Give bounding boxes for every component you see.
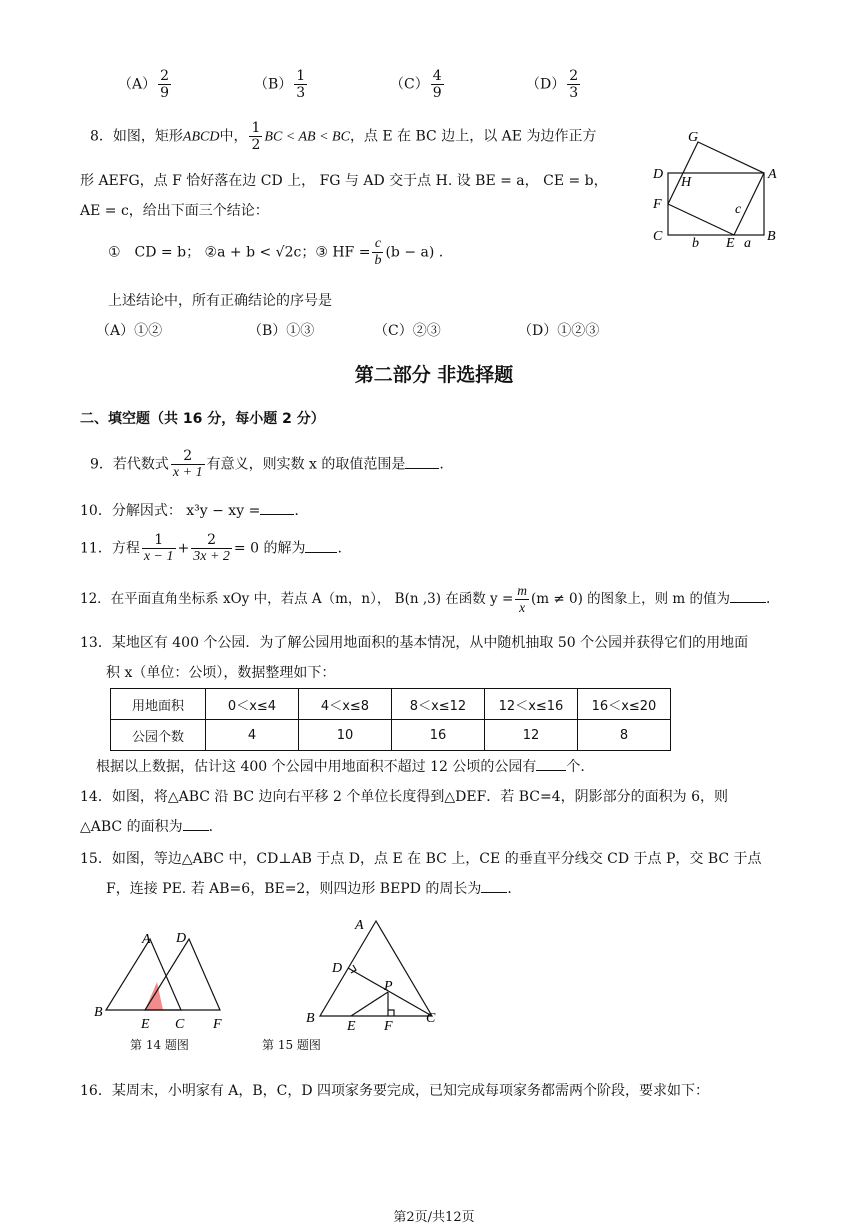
label-g: G <box>688 130 699 145</box>
q8-mid: 中， <box>219 128 248 145</box>
frac-den: 9 <box>432 85 442 101</box>
table-cell: 0＜x≤4 <box>206 689 299 720</box>
frac-den: x <box>519 600 526 615</box>
q15-line2-post: ． <box>507 881 522 897</box>
q13-data-table <box>110 688 671 751</box>
q13-line3 <box>96 756 585 776</box>
answer-blank <box>536 756 566 771</box>
q13-line1: 13．某地区有 400 个公园．为了解公园用地面积的基本情况，从中随机抽取 50 个公园并获得它们的用地面 <box>80 635 749 651</box>
option-label: （C） <box>390 76 429 93</box>
q8-option-b: （B）①③ <box>248 323 315 339</box>
q9-end: . <box>439 456 444 473</box>
table-cell: 12 <box>485 720 578 751</box>
q8-line3: AE = c，给出下面三个结论： <box>80 203 269 219</box>
label-e: E <box>726 236 735 250</box>
table-cell: 公园个数 <box>111 720 206 751</box>
q10 <box>80 500 299 520</box>
label-h: H <box>681 175 692 190</box>
frac-num: c <box>372 236 383 253</box>
label-b: B <box>767 229 776 244</box>
answer-blank <box>183 816 209 831</box>
frac-den: 3x + 2 <box>193 549 230 564</box>
fraction <box>431 68 444 101</box>
table-cell: 8 <box>578 720 671 751</box>
q8-conclusions <box>108 236 443 269</box>
q14-line1: 14．如图，将△ABC 沿 BC 边向右平移 2 个单位长度得到△DEF．若 BC=4，阴影部分的面积为 6，则 <box>80 789 728 805</box>
q8-inequality: BC < AB < BC <box>264 129 350 145</box>
frac-num: 2 <box>569 68 579 84</box>
page-footer: 第2页/共12页 <box>393 1210 475 1225</box>
answer-blank <box>481 878 507 893</box>
option-label: （D） <box>526 76 566 93</box>
q8-option-c: （C）②③ <box>374 323 441 339</box>
segment-pe <box>351 992 388 1016</box>
label-f: F <box>213 1017 222 1030</box>
q11-pre: 11．方程 <box>80 540 140 557</box>
frac-num: 4 <box>432 68 442 84</box>
q13-line3-pre: 根据以上数据，估计这 400 个公园中用地面积不超过 12 公顷的公园有 <box>96 759 537 775</box>
table-row <box>111 720 671 751</box>
section-heading: 二、填空题（共 16 分，每小题 2 分） <box>80 411 325 427</box>
label-e: E <box>347 1019 356 1030</box>
fraction <box>249 120 262 153</box>
plus-sign: + <box>177 540 190 557</box>
q9-pre: 9．若代数式 <box>90 456 169 473</box>
option-label: （A） <box>118 76 157 93</box>
label-a: A <box>355 918 364 933</box>
q15-equilateral-triangle-figure <box>300 912 450 1030</box>
q8-line1 <box>90 120 596 153</box>
frac-den: 3 <box>296 85 306 101</box>
q8-question: 上述结论中，所有正确结论的序号是 <box>108 293 332 309</box>
fraction <box>567 68 580 101</box>
fraction <box>158 68 171 101</box>
q14-caption: 第 14 题图 <box>130 1038 189 1052</box>
right-angle-mark-f <box>388 1010 394 1016</box>
frac-num: 1 <box>296 68 306 84</box>
label-f: F <box>653 197 662 212</box>
q15-caption: 第 15 题图 <box>262 1038 321 1052</box>
frac-den: x + 1 <box>172 465 203 480</box>
label-c: C <box>653 229 663 244</box>
frac-num: 1 <box>251 120 261 136</box>
label-f: F <box>384 1019 393 1030</box>
frac-den: 2 <box>251 137 261 153</box>
table-cell: 用地面积 <box>111 689 206 720</box>
q15-line2-pre: F，连接 PE. 若 AB=6，BE=2，则四边形 BEPD 的周长为 <box>106 881 482 897</box>
q7-option-c <box>390 68 446 101</box>
fraction <box>515 583 529 616</box>
answer-blank <box>260 500 294 515</box>
q14-line2 <box>80 816 223 836</box>
answer-blank <box>730 588 766 603</box>
table-cell: 4 <box>206 720 299 751</box>
q15-line1: 15．如图，等边△ABC 中，CD⊥AB 于点 D，点 E 在 BC 上，CE 的垂直平分线交 CD 于点 P，交 BC 于点 <box>80 851 762 867</box>
label-a: A <box>142 932 151 947</box>
q14-line2-post: ． <box>208 819 223 835</box>
q9 <box>90 448 444 481</box>
label-c: C <box>426 1011 436 1026</box>
q14-line2-pre: △ABC 的面积为 <box>80 819 183 835</box>
q7-option-b <box>254 68 309 101</box>
q9-post: 有意义，则实数 x 的取值范围是 <box>206 456 406 473</box>
frac-den: b <box>374 253 382 268</box>
label-c: C <box>175 1017 185 1030</box>
frac-den: 9 <box>160 85 170 101</box>
table-cell: 16 <box>392 720 485 751</box>
frac-num: 2 <box>160 68 170 84</box>
label-e: E <box>141 1017 150 1030</box>
answer-blank <box>305 538 337 553</box>
frac-num: 2 <box>171 448 205 465</box>
fraction <box>142 532 176 565</box>
q8-line1-rest: ，点 E 在 BC 边上，以 AE 为边作正方 <box>349 128 597 145</box>
frac-num: 1 <box>142 532 176 549</box>
label-d: D <box>653 167 664 182</box>
q8-option-d: （D）①②③ <box>518 323 600 339</box>
answer-blank <box>405 454 439 469</box>
triangle-abc <box>106 939 181 1010</box>
q7-option-a <box>118 68 173 101</box>
fraction <box>294 68 307 101</box>
label-d: D <box>176 931 187 946</box>
fraction <box>372 236 383 269</box>
label-b: B <box>94 1005 103 1020</box>
label-b-side: b <box>692 236 699 250</box>
q15-line2 <box>106 878 521 898</box>
q11-post: = 0 的解为 <box>233 540 306 557</box>
frac-num: m <box>517 583 528 598</box>
table-cell: 8＜x≤12 <box>392 689 485 720</box>
q8-option-a: （A）①② <box>96 323 163 339</box>
q8-conclusion-3: ③ HF = <box>315 244 371 261</box>
q8-square-rectangle-figure <box>640 125 790 250</box>
q8-conclusion-1: ① CD = b； <box>108 244 201 261</box>
table-header-row <box>111 689 671 720</box>
q10-end: . <box>294 503 299 519</box>
label-a: A <box>768 167 777 182</box>
fraction <box>171 448 205 481</box>
q13-line3-post: 个. <box>566 759 585 775</box>
q11 <box>80 532 342 565</box>
part-heading: 第二部分 非选择题 <box>354 364 514 386</box>
q12-pre: 12．在平面直角坐标系 xOy 中，若点 A（m，n）， B(n ,3) 在函数 y = <box>80 591 514 607</box>
q11-end: . <box>337 540 342 557</box>
q12-end: . <box>766 591 771 607</box>
table-cell: 4＜x≤8 <box>299 689 392 720</box>
label-a-side: a <box>744 236 751 250</box>
frac-den: x − 1 <box>143 549 174 564</box>
table-cell: 16＜x≤20 <box>578 689 671 720</box>
q8-number: 8．如图，矩形 <box>90 128 183 145</box>
q12-post: (m ≠ 0) 的图象上，则 m 的值为 <box>531 591 731 607</box>
fraction <box>191 532 232 565</box>
label-p: P <box>384 979 393 994</box>
q10-text: 10．分解因式： x³y − xy = <box>80 503 261 519</box>
label-d: D <box>332 961 343 976</box>
table-cell: 10 <box>299 720 392 751</box>
q12 <box>80 583 770 616</box>
frac-num: 2 <box>191 532 232 549</box>
label-c-side: c <box>735 202 742 217</box>
q8-rect: ABCD <box>182 129 220 145</box>
label-b: B <box>306 1011 315 1026</box>
q8-conclusion-2: ②a + b < √2c； <box>204 244 316 261</box>
q16-text: 16．某周末，小明家有 A，B，C，D 四项家务要完成，已知完成每项家务都需两个阶段，要求如下： <box>80 1083 710 1099</box>
frac-den: 3 <box>569 85 579 101</box>
table-cell: 12＜x≤16 <box>485 689 578 720</box>
q8-line2: 形 AEFG，点 F 恰好落在边 CD 上， FG 与 AD 交于点 H. 设 BE = a， CE = b， <box>80 173 608 189</box>
q7-option-d <box>526 68 582 101</box>
q8-conclusion-3-tail: (b − a) . <box>385 244 444 261</box>
q13-line2: 积 x（单位：公顷），数据整理如下： <box>106 665 336 681</box>
q14-translation-figure <box>90 925 240 1030</box>
option-label: （B） <box>254 76 293 93</box>
